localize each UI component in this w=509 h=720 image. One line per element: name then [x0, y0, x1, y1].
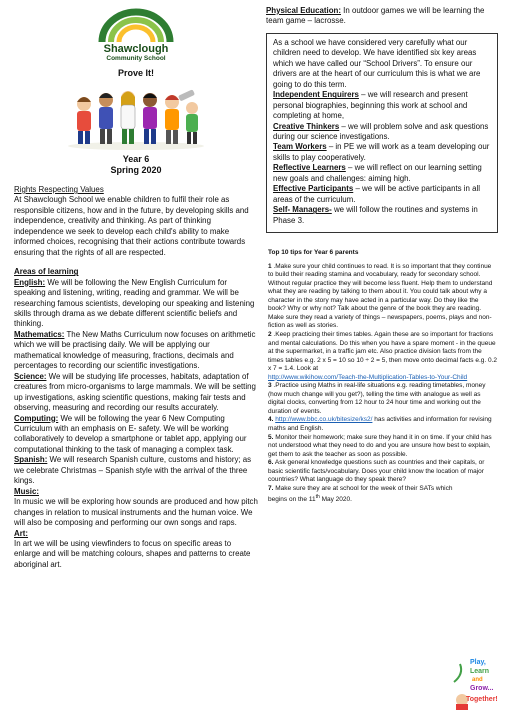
english-label: English:: [14, 277, 46, 287]
maths-paragraph: [14, 330, 258, 372]
tip-4: [268, 416, 498, 433]
areas-heading: Areas of learning: [14, 267, 79, 277]
science-label: Science:: [14, 371, 47, 381]
areas-of-learning-section: [14, 267, 258, 570]
tip-text: Ask general knowledge questions such as countries and their capitals, or basic scientific facts/vocabulary. Does your child know the location of major countries? What language do they speak there?: [268, 459, 485, 484]
driver-item: [273, 90, 491, 121]
tip-1: [268, 263, 498, 331]
driver-item: [273, 184, 491, 205]
driver-label: Creative Thinkers: [273, 121, 340, 131]
tip-2: [268, 331, 498, 382]
tip-text: May 2020.: [319, 496, 352, 504]
english-paragraph: [14, 278, 258, 330]
rights-heading: Rights Respecting Values: [14, 185, 104, 194]
tip-text: has activities and information for revising maths and English.: [268, 416, 492, 432]
spanish-paragraph: [14, 455, 258, 486]
tip-text: .Practice using Maths in real-life situations e.g. reading timetables, money (how much change will you get?), telling the time with analogue as well as digital clocks, converting from 12 hour to 24 hour time and working out the duration of events.: [268, 382, 486, 415]
year-title: Year 6: [122, 154, 150, 164]
computing-label: Computing:: [14, 413, 59, 423]
art-text: In art we will be using viewfinders to focus on specific areas to enlarge and will be matching colours, shapes and patterns to create aboriginal art.: [14, 538, 251, 569]
driver-text: – we will problem solve and ask questions during our science investigations.: [273, 121, 489, 141]
driver-item: [273, 205, 491, 226]
driver-text: – we will research and present personal biographies, beginning this work at school and completing at home,: [273, 90, 468, 121]
music-label: Music:: [14, 486, 39, 496]
school-subtitle: Community School: [106, 55, 166, 62]
computing-text: We will be following the year 6 New Computing Curriculum with an emphasis on E- safety. We will be working collaboratively to develop a smartphone or tablet app, applying our computational thinking to the task of managing a complex task.: [14, 413, 247, 454]
tip-number: 7.: [268, 484, 274, 492]
spanish-text: We will research Spanish culture, customs and history; as we celebrate Christmas – Spanish style with the arrival of the three kings.: [14, 455, 252, 486]
driver-text: – in PE we will work as a team developing our skills to play cooperatively.: [273, 142, 490, 162]
top-tips-section: [266, 249, 498, 505]
driver-label: Self- Managers-: [273, 205, 332, 215]
driver-text: – we will be active participants in all areas of the curriculum.: [273, 184, 481, 204]
driver-text: – we will reflect on our learning setting new goals and challenges: aiming high.: [273, 163, 482, 183]
maths-text: The New Maths Curriculum now focuses on arithmetic which we will be practising daily. We will be applying our mathematical knowledge of measuring, fractions, decimals and percentages to recording our scientific investigations.: [14, 329, 256, 371]
school-name: Shawclough: [103, 43, 169, 55]
tips-heading: Top 10 tips for Year 6 parents: [268, 249, 359, 257]
tip-superscript: th: [315, 494, 320, 501]
computing-paragraph: [14, 414, 258, 456]
left-column: [14, 6, 258, 570]
children-illustration-icon: [66, 82, 206, 150]
logo-line-1: Play,: [470, 659, 486, 666]
tip-3: [268, 382, 498, 416]
play-learn-grow-logo-icon: [452, 654, 502, 710]
drivers-intro: As a school we have considered very carefully what our children need to develop. We have identified six key areas which we have called our “School Drivers”. To ensure our drivers are at the heart of our curriculum this is what we are going to do this term.: [273, 37, 481, 89]
tip-number: 5.: [268, 433, 274, 441]
wikihow-link[interactable]: http://www.wikihow.com/Teach-the-Multiplication-Tables-to-Your-Child: [268, 373, 468, 381]
school-drivers-box: [266, 33, 498, 233]
tip-number: 2: [268, 330, 272, 338]
logo-line-5: Together!: [466, 696, 498, 703]
tip-7: [268, 485, 456, 505]
rights-respecting-section: [14, 185, 258, 258]
driver-text: we will follow the routines and systems in Phase 3.: [273, 205, 478, 225]
rainbow-logo-icon: [96, 8, 176, 44]
pe-text: In outdoor games we will be learning the team game – lacrosse.: [266, 6, 485, 26]
bitesize-link[interactable]: http://www.bbc.co.uk/bitesize/ks2/: [275, 416, 373, 424]
logo-line-4: Grow...: [470, 685, 494, 692]
tip-number: 3: [268, 382, 272, 390]
tip-5: [268, 434, 498, 460]
motto: Prove It!: [117, 68, 154, 78]
school-logo: [14, 8, 258, 63]
tip-text: .Keep practicing their times tables. Again these are so important for fractions and mental calculations. Do this when you have a spare moment - in the queue at the supermarket, in a traffic jam etc. Also practice division facts from the times tables e.g. 2 x 5 = 10 so 10 ÷ 2 = 5, then move onto decimal facts e.g. 0.2 x 7 = 1.4. Look at: [268, 330, 498, 373]
driver-label: Team Workers: [273, 142, 327, 152]
tip-text: .Make sure your child continues to read. It is so important that they continue to build their reading stamina and vocabulary, ready for secondary school. Without regular practice they will become less fluent. Help them to understand what they are reading by talking to them about it. You could talk about why a character in the story may have acted in a particular way. Do they like the book? Why or why not? Talk about the genre of the book they are reading. Make sure they read a variety of things – newspapers, poems, plays and non-fiction as well as stories.: [268, 262, 493, 330]
tip-6: [268, 459, 498, 485]
logo-line-2: Learn: [470, 668, 490, 675]
pe-paragraph: [266, 6, 498, 27]
driver-item: [273, 122, 491, 143]
right-column: [266, 6, 498, 505]
maths-label: Mathematics:: [14, 329, 65, 339]
tip-number: 1: [268, 262, 272, 270]
music-text: In music we will be exploring how sounds are produced and how pitch changes in relation to musical instruments and the human voice. We will also be composing and performing our own songs and raps.: [14, 497, 258, 528]
tip-text: Monitor their homework; make sure they hand it in on time. If your child has not understood what they need to do and you are unsure how best to explain, get them to ask the teacher as soon as possible.: [268, 433, 492, 458]
tip-number: 6.: [268, 459, 274, 467]
driver-label: Independent Enquirers: [273, 90, 359, 100]
logo-line-3: and: [472, 677, 483, 683]
science-text: We will be studying life processes, habitats, adaptation of creatures from micro-organisms to large mammals. We will be setting up investigations, asking scientific questions, making fair tests and observing, measuring and recording our results accurately.: [14, 371, 256, 413]
driver-label: Reflective Learners: [273, 163, 346, 173]
rights-text: At Shawclough School we enable children to fulfil their role as responsible citizens, how and in the future, by developing skills and independence, creativity and thinking. As part of thinking independence we seek to develop each child's ability to make informed choices, recognising that their actions contribute towards ensuring that the rights of all are respected.: [14, 195, 249, 257]
english-text: We will be following the New English Curriculum for speaking and listening, writing, reading and grammar. We will be researching famous scientists, developing our speaking and listening skills through drama as we debate different scientific beliefs and thinking.: [14, 277, 255, 329]
art-label: Art:: [14, 528, 29, 538]
tip-text: Make sure they are at school for the week of their SATs which begins on the 11: [268, 484, 453, 504]
spanish-label: Spanish:: [14, 455, 48, 465]
science-paragraph: [14, 372, 258, 414]
pe-label: Physical Education:: [266, 6, 341, 15]
driver-label: Effective Participants: [273, 184, 354, 194]
tip-number: 4.: [268, 416, 274, 424]
driver-item: [273, 163, 491, 184]
term-title: Spring 2020: [110, 165, 162, 175]
driver-item: [273, 142, 491, 163]
